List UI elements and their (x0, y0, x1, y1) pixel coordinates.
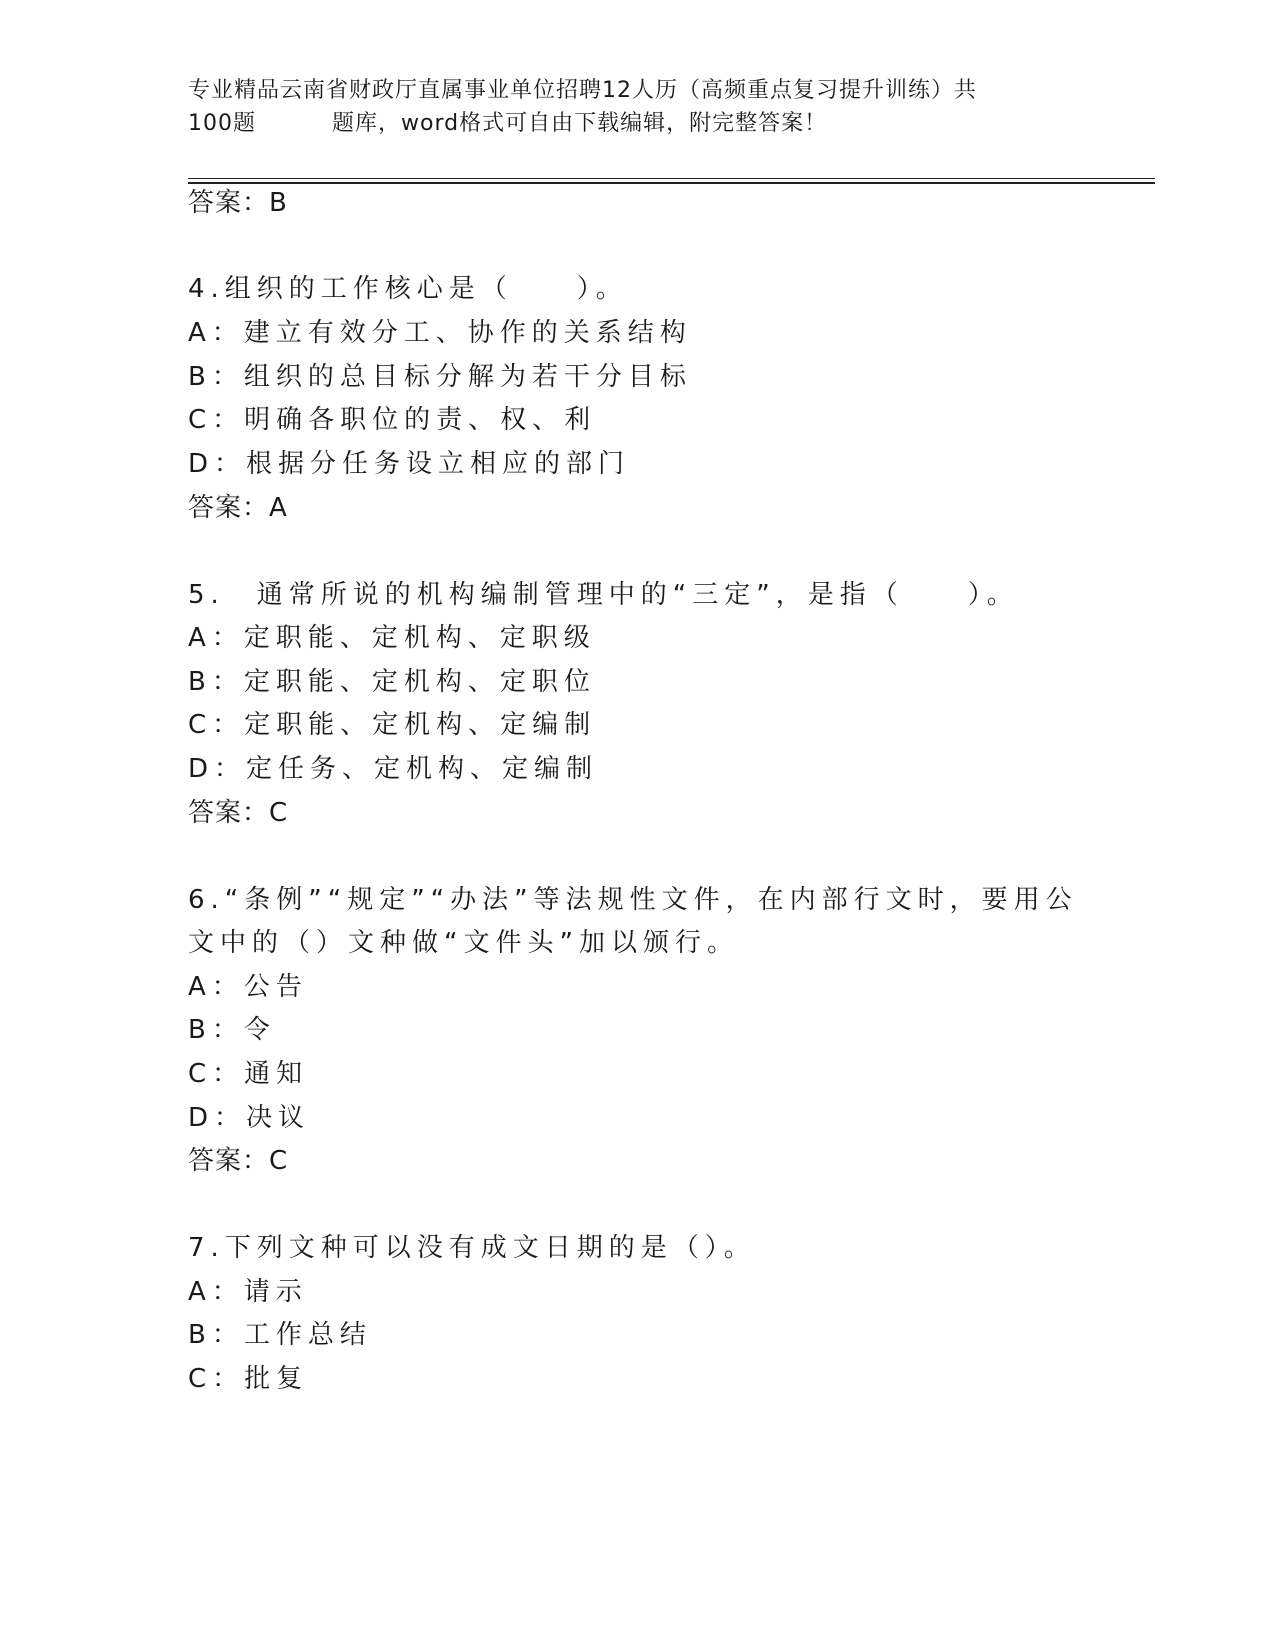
previous-answer: 答案：B (188, 188, 288, 218)
question-6-option-d: D：决议 (188, 1103, 311, 1133)
question-6-option-a: A：公告 (188, 972, 308, 1002)
question-6-stem-line1: 6.“条例”“规定”“办法”等法规性文件，在内部行文时，要用公 (188, 885, 1078, 915)
question-5-stem: 5. 通常所说的机构编制管理中的“三定”，是指（ ）。 (188, 580, 1019, 610)
question-6-answer: 答案：C (188, 1146, 289, 1176)
question-4-option-d: D：根据分任务设立相应的部门 (188, 449, 631, 479)
question-5-answer: 答案：C (188, 798, 289, 828)
question-5-option-c: C：定职能、定机构、定编制 (188, 710, 597, 740)
question-7-option-c: C：批复 (188, 1364, 309, 1394)
document-header (188, 74, 1088, 140)
header-question-count: 100题 (188, 111, 256, 136)
header-divider-thick (188, 182, 1155, 184)
question-4-option-b: B：组织的总目标分解为若干分目标 (188, 362, 692, 392)
question-6-stem-line2: 文中的（）文种做“文件头”加以颁行。 (188, 928, 739, 958)
question-4-stem: 4.组织的工作核心是（ ）。 (188, 274, 628, 304)
question-4-answer: 答案：A (188, 493, 288, 523)
question-7-option-a: A：请示 (188, 1277, 308, 1307)
question-4-option-c: C：明确各职位的责、权、利 (188, 405, 597, 435)
header-description: 题库，word格式可自由下载编辑，附完整答案！ (332, 111, 828, 136)
header-title-line2 (188, 107, 1088, 140)
header-title-line1: 专业精品云南省财政厅直属事业单位招聘12人历（高频重点复习提升训练）共 (188, 78, 977, 103)
question-7-option-b: B：工作总结 (188, 1320, 372, 1350)
header-divider-thin (188, 178, 1155, 179)
question-5-option-b: B：定职能、定机构、定职位 (188, 667, 596, 697)
question-7-stem: 7.下列文种可以没有成文日期的是（）。 (188, 1233, 756, 1263)
question-5-option-d: D：定任务、定机构、定编制 (188, 754, 599, 784)
question-6-option-c: C：通知 (188, 1059, 309, 1089)
question-6-option-b: B：令 (188, 1015, 276, 1045)
question-5-option-a: A：定职能、定机构、定职级 (188, 623, 596, 653)
question-4-option-a: A：建立有效分工、协作的关系结构 (188, 318, 692, 348)
